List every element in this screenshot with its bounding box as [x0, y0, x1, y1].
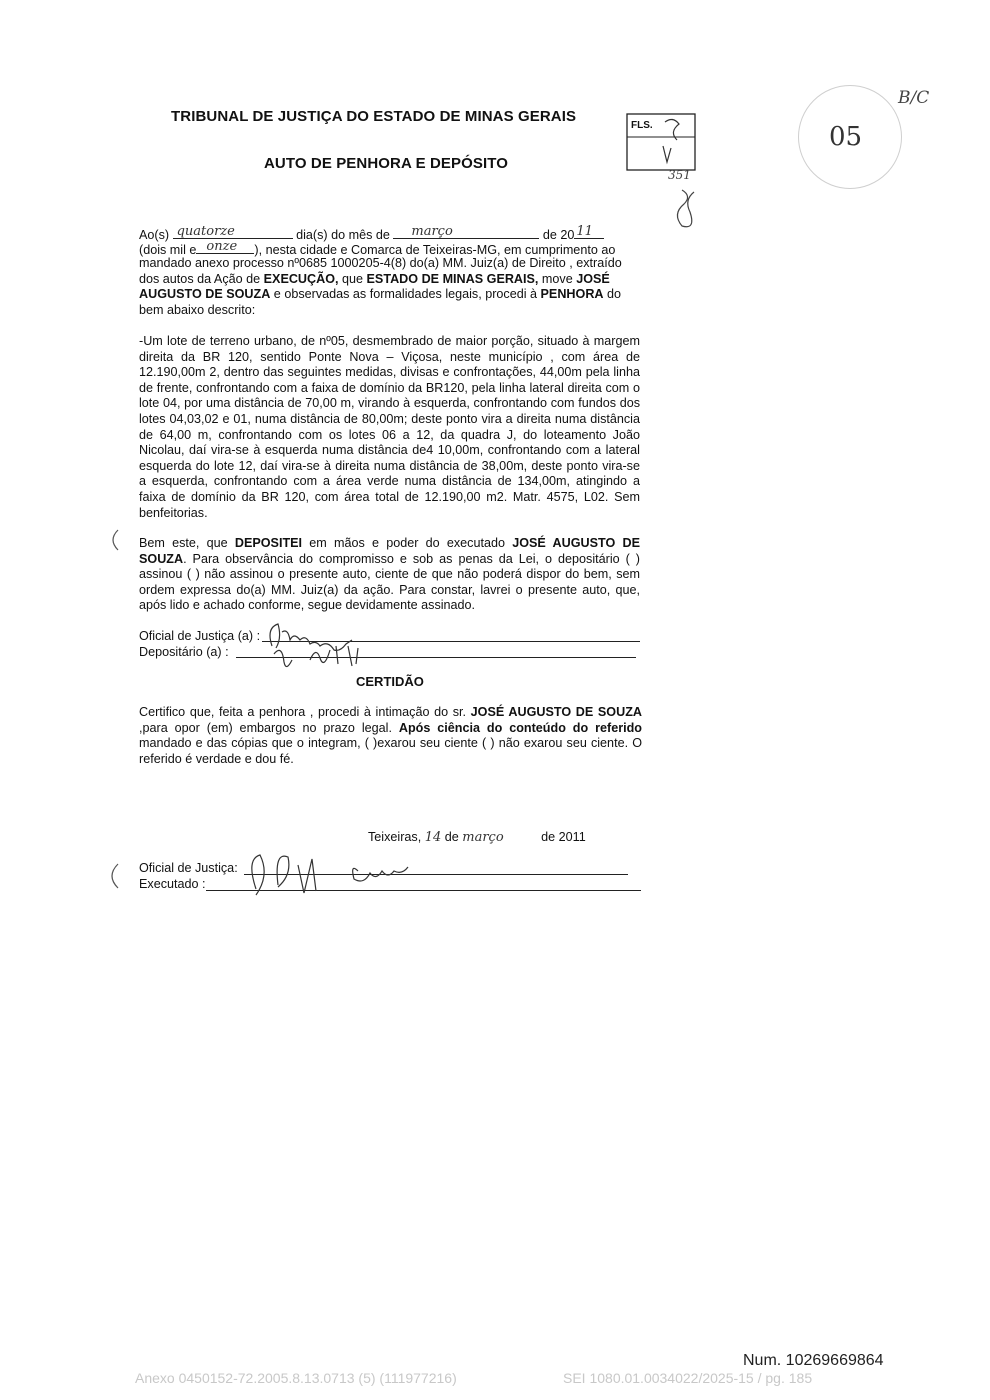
handwritten-mark: [670, 186, 700, 234]
fls-label: FLS.: [631, 120, 653, 131]
oficial-label-2: Oficial de Justiça:: [139, 861, 238, 875]
page-seal: [798, 85, 902, 189]
action-type: EXECUÇÃO,: [263, 272, 339, 286]
line4-pre: dos autos da Ação de: [139, 272, 264, 286]
certidao-name: JOSÉ AUGUSTO DE SOUZA: [470, 705, 642, 719]
deposit-p1: Bem este, que: [139, 536, 235, 550]
certidao-p1: Certifico que, feita a penhora , procedi à intimação do sr.: [139, 705, 471, 719]
opening-line-4: [139, 272, 610, 288]
deposit-word: DEPOSITEI: [234, 536, 303, 550]
depositario-label: Depositário (a) :: [139, 645, 229, 659]
margin-mark-1: [104, 528, 124, 552]
line2-pre: (dois mil e: [139, 243, 197, 257]
opening-line-6: bem abaixo descrito:: [139, 303, 256, 317]
certidao-bold: Após ciência do conteúdo do referido: [398, 720, 643, 735]
line4-post: move: [538, 272, 577, 286]
depositario-signature: [270, 640, 380, 670]
handwritten-page-number: 351: [668, 168, 691, 182]
annex-reference: Anexo 0450152-72.2005.8.13.0713 (5) (111977216): [135, 1370, 457, 1386]
month-blank: [393, 223, 539, 239]
year-blank: [574, 223, 604, 239]
sei-reference: SEI 1080.01.0034022/2025-15 / pg. 185: [563, 1370, 813, 1386]
opening-line-3: mandado anexo processo nº0685 1000205-4(8) do(a) MM. Juiz(a) de Direito , extraído: [139, 256, 622, 270]
date-year: de 2011: [541, 830, 586, 844]
document-title: AUTO DE PENHORA E DEPÓSITO: [264, 155, 509, 172]
date-city: Teixeiras,: [368, 830, 422, 844]
document-number: Num. 10269669864: [743, 1352, 884, 1369]
deposit-p2: em mãos e poder do executado: [302, 536, 513, 550]
date-day-handwritten: 14: [424, 830, 442, 845]
oficial-label-1: Oficial de Justiça (a) :: [139, 629, 261, 643]
plaintiff: ESTADO DE MINAS GERAIS,: [366, 272, 539, 286]
day-blank: [173, 223, 293, 239]
line4-mid: que: [338, 272, 367, 286]
date-line: [368, 830, 586, 846]
date-month-handwritten: março: [462, 830, 504, 845]
year-handwritten: 11: [576, 223, 593, 239]
year-words-handwritten: onze: [206, 238, 238, 254]
oficial-signature-2: [248, 845, 448, 900]
year-words-blank: [196, 238, 254, 254]
year-text: de 20: [542, 228, 575, 242]
deposit-executado: JOSÉ AUGUSTO DE SOUZA: [139, 536, 640, 566]
defendant-first: JOSÉ: [576, 272, 610, 286]
line5-mid: e observadas as formalidades legais, procedi à: [270, 287, 541, 301]
executado-label: Executado :: [139, 877, 206, 891]
seal-page-number: 05: [829, 122, 863, 152]
day-handwritten: quatorze: [176, 223, 235, 239]
ao-label: Ao(s): [139, 228, 170, 242]
margin-mark-2: [104, 862, 124, 890]
line5-post: do: [603, 287, 622, 301]
opening-line-5: [139, 287, 621, 303]
month-handwritten: março: [411, 223, 453, 239]
certidao-p3: mandado e das cópias que o integram, ( )exarou seu ciente ( ) não exarou seu ciente. O referido é verdade e dou fé.: [139, 736, 642, 766]
certidao-paragraph: [139, 705, 642, 767]
property-description: -Um lote de terreno urbano, de nº05, desmembrado de maior porção, situado à margem direita da BR 120, sentido Ponte Nova – Viçosa, neste município , com área de 12.190,00m 2, dentro das seguintes medidas, divisas e confrontações, 44,00m pela linha de frente, confrontando com a faixa de domínio da BR120, pela linha lateral direita com o lote 04, por uma distância de 70,00 m, virando à esquerda, confrontando com fundos dos lotes 04,03,02 e 01, numa distância de 80,00m; deste ponto vira a direita numa distância de 64,00 m, confrontando com os lotes 06 a 12, da quadra J, do loteamento João Nicolau, daí vira-se à esquerda numa distância de4 10,00m, confrontando com a lateral esquerda do lote 12, daí vira-se à direita numa distância de 38,00m, deste ponto vira-se a esquerda, confrontando com a área verde numa distância de 134,00m, atingindo a faixa de domínio da BR 120, com área total de 12.190,00 m2. Matr. 4575, L02. Sem benfeitorias.: [139, 334, 640, 520]
certidao-p2: ,para opor (em) embargos no prazo legal.: [139, 720, 399, 735]
date-de: de: [444, 830, 459, 844]
deposit-p3: . Para observância do compromisso e sob as penas da Lei, o depositário ( ) assinou ( ) não assinou o presente auto, ciente de que não poderá dispor do bem, sem ordem expressa do(a) MM. Juiz(a) da ação. Para constar, lavrei o presente auto, que, após lido e achado conforme, segue devidamente assinado.: [139, 551, 640, 612]
day-text: dia(s) do mês de: [296, 228, 390, 242]
line2-post: ), nesta cidade e Comarca de Teixeiras-MG, em cumprimento ao: [254, 243, 616, 257]
certidao-heading: CERTIDÃO: [356, 674, 424, 689]
defendant-rest: AUGUSTO DE SOUZA: [139, 287, 271, 301]
corner-note: B/C: [898, 88, 930, 108]
fls-stamp: [625, 112, 697, 174]
deposit-paragraph: [139, 536, 640, 614]
penhora-word: PENHORA: [540, 287, 604, 301]
court-title: TRIBUNAL DE JUSTIÇA DO ESTADO DE MINAS GERAIS: [171, 108, 577, 125]
